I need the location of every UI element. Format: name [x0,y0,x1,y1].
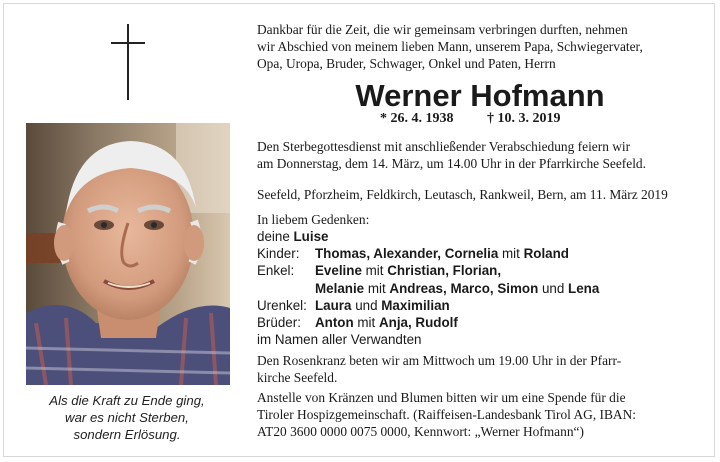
deceased-name: Werner Hofmann [355,78,605,113]
rosary-line: Den Rosenkranz beten wir am Mittwoch um 19.00 Uhr in der Pfarr- [257,353,622,368]
motto-line: war es nicht Sterben, [65,410,189,425]
family-row-enkel-2 [257,280,599,297]
cross-icon [111,24,145,100]
wife-name: Luise [293,229,329,244]
remembrance-heading: In liebem Gedenken: [257,212,370,227]
intro-text [257,21,712,72]
death-date: † 10. 3. 2019 [487,111,561,126]
intro-line: Dankbar für die Zeit, die wir gemeinsam verbringen durften, nehmen [257,22,628,37]
enkel-partner: Andreas, Marco, Simon [389,280,539,296]
donation-line: Tiroler Hospizgemeinschaft. (Raiffeisen-Landesbank Tirol AG, IBAN: [257,407,636,422]
enkel-mit: mit [361,263,388,279]
urenkel-und: und [351,297,382,313]
portrait-photo [26,123,230,385]
birth-date: * 26. 4. 1938 [380,111,454,126]
life-dates [380,111,561,127]
wife-prefix: deine [257,229,294,244]
place-date: Seefeld, Pforzheim, Feldkirch, Leutasch, Rankweil, Bern, am 11. März 2019 [257,187,668,202]
donation-line: Anstelle von Kränzen und Blumen bitten wir um eine Spende für die [257,390,626,405]
motto-line: Als die Kraft zu Ende ging, [49,393,205,408]
enkel-mit: mit [364,280,390,296]
brueder-label: Brüder: [257,314,301,330]
urenkel-label: Urenkel: [257,297,307,313]
family-row-enkel [257,262,599,279]
enkel-partner: Christian, Florian, [387,263,502,279]
family-row-brueder [257,314,599,331]
kinder-mit: mit [498,246,524,262]
donation-line: AT20 3600 0000 0075 0000, Kennwort: „Werner Hofmann“) [257,424,584,439]
enkel-und: und [538,280,569,296]
urenkel-name: Laura [315,297,352,313]
donation-text [257,389,712,440]
brueder-mit: mit [353,314,379,330]
family-list [257,228,599,348]
rosary-line: kirche Seefeld. [257,370,338,385]
enkel-label: Enkel: [257,263,295,279]
family-row-kinder [257,245,599,262]
service-line: am Donnerstag, dem 14. März, um 14.00 Uhr in der Pfarrkirche Seefeld. [257,156,646,171]
service-text [257,138,712,172]
kinder-label: Kinder: [257,246,300,262]
family-row-urenkel [257,297,599,314]
intro-line: wir Abschied von meinem lieben Mann, unserem Papa, Schwiegervater, [257,39,643,54]
enkel-name: Eveline [315,263,362,279]
kinder-names: Thomas, Alexander, Cornelia [315,246,499,262]
motto-line: sondern Erlösung. [73,427,181,442]
brueder-name: Anton [315,314,354,330]
kinder-partner: Roland [523,246,569,262]
enkel-name: Melanie [315,280,365,296]
brueder-partner: Anja, Rudolf [378,314,458,330]
enkel-name: Lena [568,280,600,296]
motto [20,392,234,443]
family-row-verwandte: im Namen aller Verwandten [257,332,422,348]
rosary-text [257,352,712,386]
family-row-wife [257,228,599,245]
service-line: Den Sterbegottesdienst mit anschließender Verabschiedung feiern wir [257,139,631,154]
intro-line: Opa, Uropa, Bruder, Schwager, Onkel und Paten, Herrn [257,56,556,71]
urenkel-name: Maximilian [381,297,450,313]
